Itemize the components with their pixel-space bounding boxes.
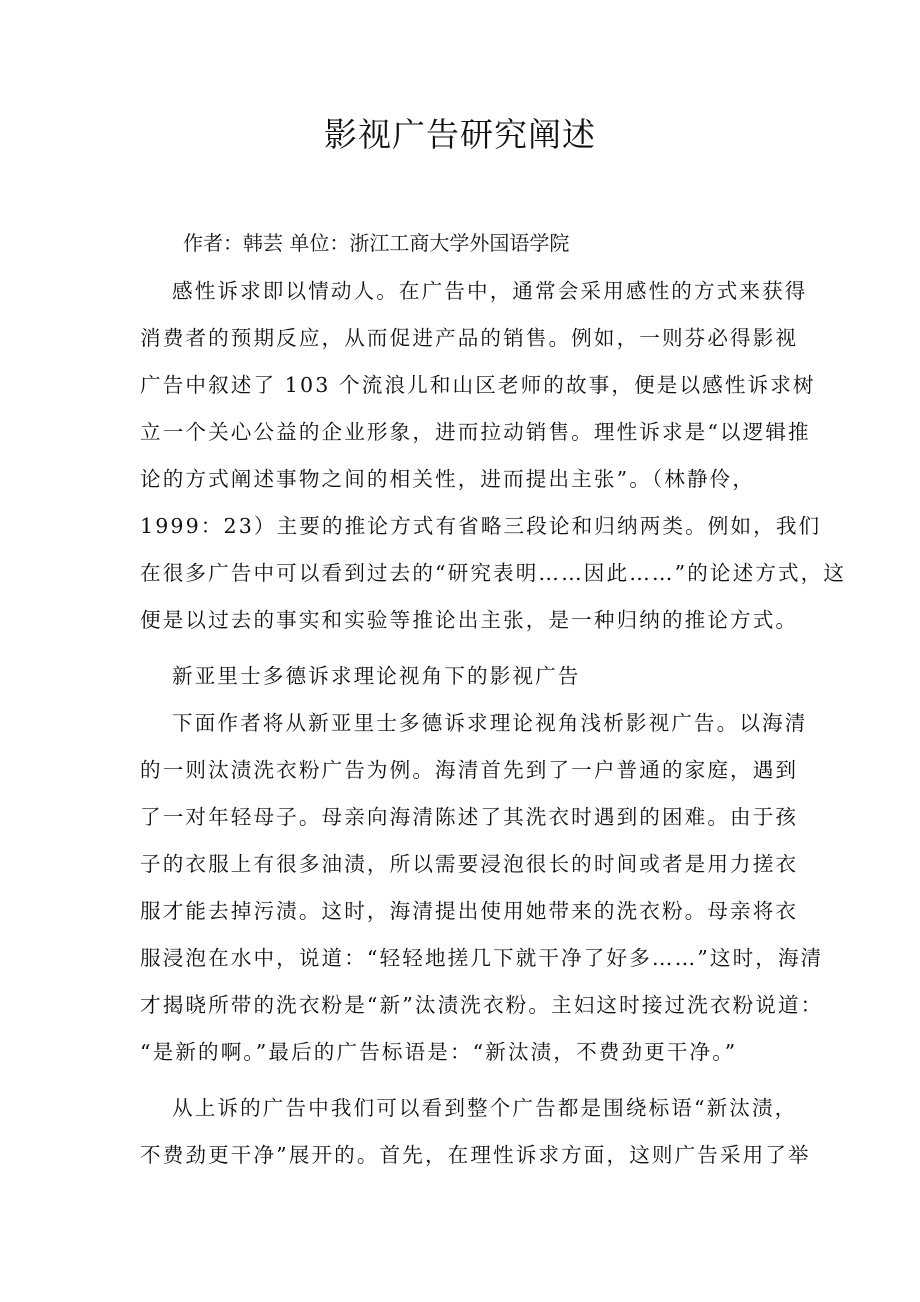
text-line: 的一则汰渍洗衣粉广告为例。海清首先到了一户普通的家庭，遇到 — [140, 758, 799, 782]
paragraph-ad-analysis — [140, 1085, 811, 1179]
text-line: 服才能去掉污渍。这时，海清提出使用她带来的洗衣粉。母亲将衣 — [140, 899, 799, 923]
text-line: 广告中叙述了 103 个流浪儿和山区老师的故事，便是以感性诉求树 — [140, 373, 816, 397]
paragraph-emotional-rational-appeal — [140, 268, 847, 644]
text-line: 服浸泡在水中，说道：“轻轻地搓几下就干净了好多……”这时，海清 — [140, 946, 824, 970]
text-line: 了一对年轻母子。母亲向海清陈述了其洗衣时遇到的困难。由于孩 — [140, 805, 799, 829]
text-line: 在很多广告中可以看到过去的“研究表明……因此……”的论述方式，这 — [140, 561, 847, 585]
author-affiliation-line: 作者：韩芸 单位：浙江工商大学外国语学院 — [183, 231, 570, 255]
section-heading — [140, 653, 780, 700]
text-line: 立一个关心公益的企业形象，进而拉动销售。理性诉求是“以逻辑推 — [140, 420, 811, 444]
paragraph-tide-ad-example — [140, 700, 824, 1076]
text-line: 不费劲更干净”展开的。首先，在理性诉求方面，这则广告采用了举 — [140, 1143, 811, 1167]
text-line: 感性诉求即以情动人。在广告中，通常会采用感性的方式来获得 — [172, 279, 808, 303]
text-line: “是新的啊。”最后的广告标语是：“新汰渍，不费劲更干净。” — [140, 1040, 738, 1064]
text-line: 论的方式阐述事物之间的相关性，进而提出主张”。（林静伶， — [140, 467, 756, 491]
document-title: 影视广告研究阐述 — [324, 115, 596, 154]
section-heading-text: 新亚里士多德诉求理论视角下的影视广告 — [172, 664, 581, 688]
text-line: 1999：23）主要的推论方式有省略三段论和归纳两类。例如，我们 — [140, 514, 822, 538]
text-line: 消费者的预期反应，从而促进产品的销售。例如，一则芬必得影视 — [140, 326, 799, 350]
text-line: 下面作者将从新亚里士多德诉求理论视角浅析影视广告。以海清 — [172, 711, 808, 735]
text-line: 子的衣服上有很多油渍，所以需要浸泡很长的时间或者是用力搓衣 — [140, 852, 799, 876]
text-line: 便是以过去的事实和实验等推论出主张，是一种归纳的推论方式。 — [140, 608, 799, 632]
text-line: 从上诉的广告中我们可以看到整个广告都是围绕标语“新汰渍， — [172, 1096, 798, 1120]
text-line: 才揭晓所带的洗衣粉是“新”汰渍洗衣粉。主妇这时接过洗衣粉说道： — [140, 993, 824, 1017]
